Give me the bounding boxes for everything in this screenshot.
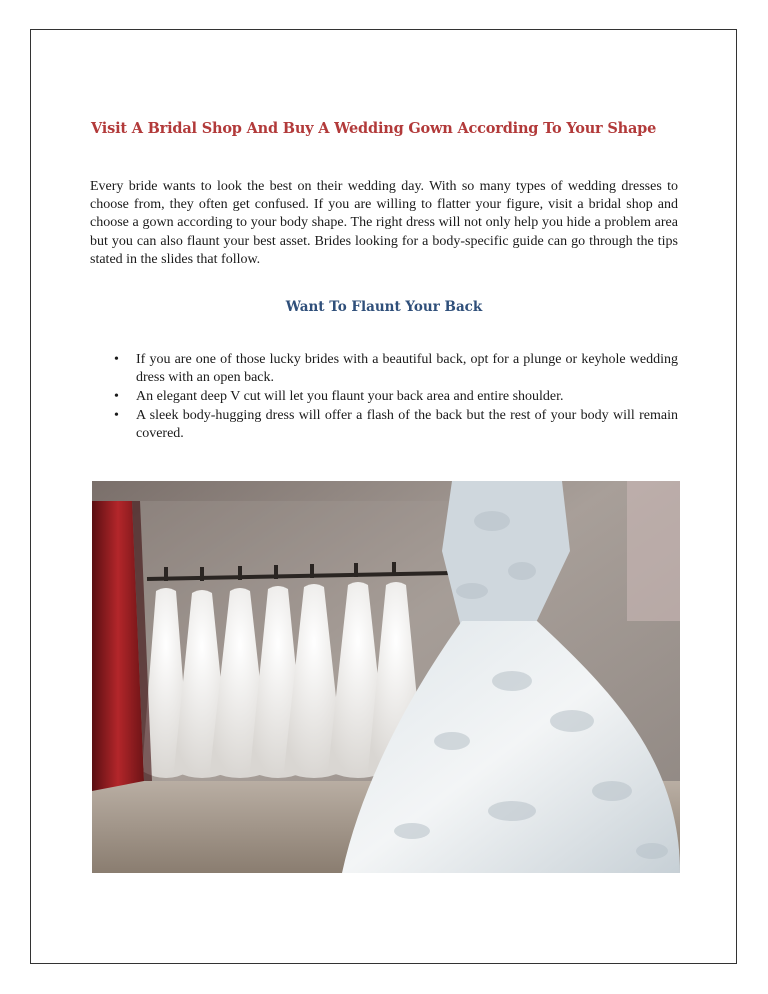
lace-applique [550, 710, 594, 732]
lace-applique [456, 583, 488, 599]
hanger-3 [238, 566, 242, 580]
tip-text: If you are one of those lucky brides with a beautiful back, opt for a plunge or keyhole wedding dress with an open back. [136, 352, 678, 385]
list-item [90, 351, 678, 387]
hanger-6 [354, 563, 358, 577]
bullet-icon: • [114, 389, 119, 404]
lace-applique [434, 732, 470, 750]
section-heading: Want To Flaunt Your Back [285, 299, 483, 315]
lace-applique [636, 843, 668, 859]
lace-applique [592, 781, 632, 801]
hanger-2 [200, 567, 204, 581]
hanger-7 [392, 562, 396, 576]
tip-text: An elegant deep V cut will let you flaunt your back area and entire shoulder. [136, 389, 564, 404]
lace-applique [394, 823, 430, 839]
tips-list [90, 351, 678, 443]
bullet-icon: • [114, 352, 119, 367]
hanger-5 [310, 564, 314, 578]
lace-applique [492, 671, 532, 691]
intro-paragraph: Every bride wants to look the best on their wedding day. With so many types of wedding dresses to choose from, they often get confused. If you are willing to flatter your figure, visit a bridal shop and choose a gown according to your body shape. The right dress will not only help you hide a problem area but you can also flaunt your best asset. Brides looking for a body-specific guide can go through the tips stated in the slides that follow. [90, 179, 678, 267]
lace-applique [488, 801, 536, 821]
document-title: Visit A Bridal Shop And Buy A Wedding Gown According To Your Shape [91, 120, 657, 137]
hanger-1 [164, 567, 168, 581]
bullet-icon: • [114, 408, 119, 423]
list-item [90, 388, 678, 406]
display-stand [627, 481, 680, 621]
bridal-shop-photo [92, 481, 680, 873]
hanger-4 [274, 565, 278, 579]
lace-applique [508, 562, 536, 580]
list-item [90, 407, 678, 443]
lace-applique [474, 511, 510, 531]
tip-text: A sleek body-hugging dress will offer a flash of the back but the rest of your body will remain covered. [136, 408, 678, 441]
